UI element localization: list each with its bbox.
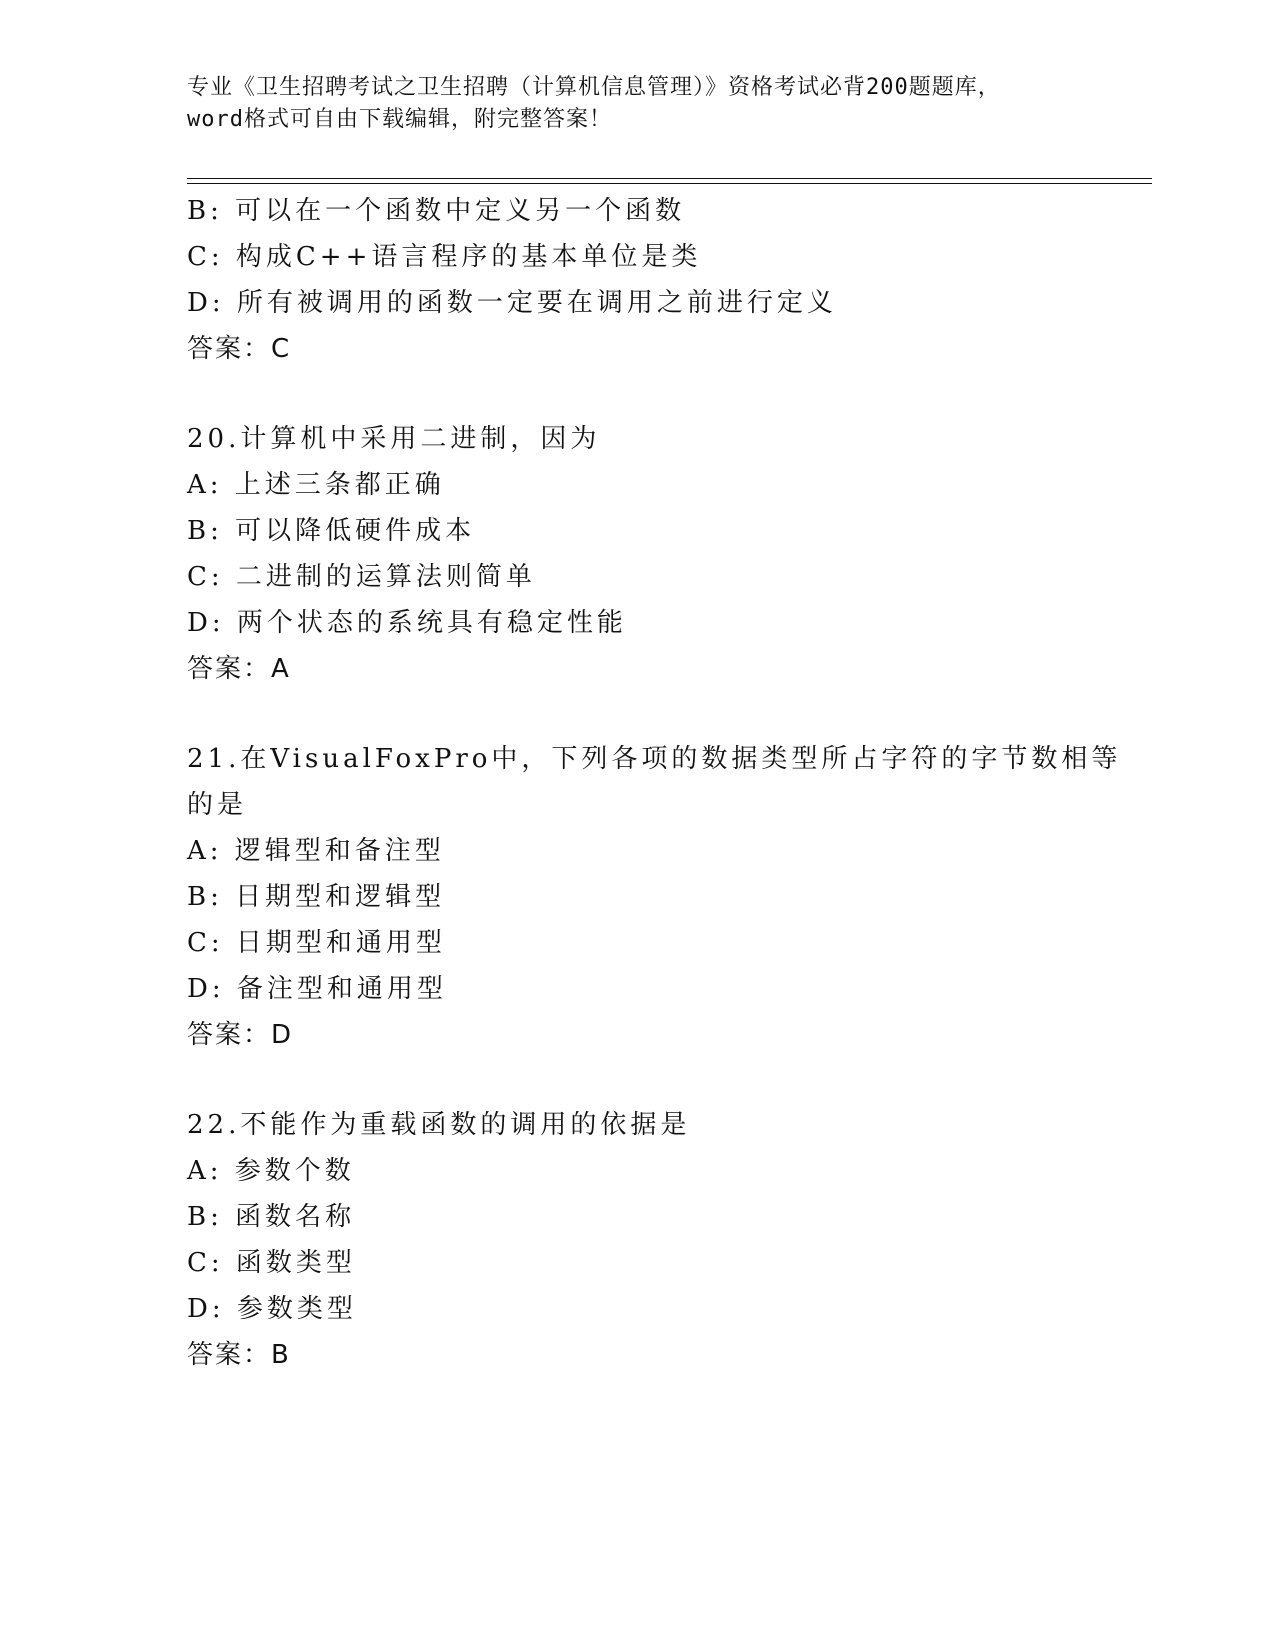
answer-line: 答案：C bbox=[187, 334, 292, 364]
spacer bbox=[187, 372, 1067, 416]
question-20 bbox=[187, 416, 1067, 692]
question-22 bbox=[187, 1102, 1067, 1378]
header-title-line-1: 专业《卫生招聘考试之卫生招聘（计算机信息管理）》资格考试必背200题题库， bbox=[187, 75, 1001, 100]
option-a: A: 逻辑型和备注型 bbox=[187, 836, 445, 866]
option-b: B: 日期型和逻辑型 bbox=[187, 882, 446, 912]
option-b: B: 函数名称 bbox=[187, 1202, 356, 1232]
document-header bbox=[187, 72, 1067, 136]
question-list bbox=[187, 188, 1122, 1378]
option-d: D: 备注型和通用型 bbox=[187, 974, 447, 1004]
answer-line: 答案：D bbox=[187, 1020, 294, 1050]
option-a: A: 上述三条都正确 bbox=[187, 470, 445, 500]
option-c: C: 二进制的运算法则简单 bbox=[187, 562, 536, 592]
header-title-line-2: word格式可自由下载编辑，附完整答案！ bbox=[187, 107, 612, 132]
answer-line: 答案：A bbox=[187, 654, 291, 684]
question-stem: 22.不能作为重载函数的调用的依据是 bbox=[187, 1110, 691, 1140]
spacer bbox=[187, 692, 1067, 736]
question-stem: 20.计算机中采用二进制，因为 bbox=[187, 424, 601, 454]
option-b: B: 可以在一个函数中定义另一个函数 bbox=[187, 196, 686, 226]
option-c: C: 构成C++语言程序的基本单位是类 bbox=[187, 242, 702, 272]
option-d: D: 所有被调用的函数一定要在调用之前进行定义 bbox=[187, 288, 837, 318]
header-divider-top bbox=[187, 178, 1152, 179]
option-b: B: 可以降低硬件成本 bbox=[187, 516, 476, 546]
option-a: A: 参数个数 bbox=[187, 1156, 355, 1186]
option-c: C: 日期型和通用型 bbox=[187, 928, 446, 958]
header-divider-bottom bbox=[187, 183, 1152, 184]
option-d: D: 两个状态的系统具有稳定性能 bbox=[187, 608, 627, 638]
option-c: C: 函数类型 bbox=[187, 1248, 356, 1278]
question-stem-line-1: 21.在VisualFoxPro中，下列各项的数据类型所占字符的字节数相等 bbox=[187, 744, 1122, 774]
question-19-continued bbox=[187, 188, 1067, 372]
question-stem-line-2: 的是 bbox=[187, 790, 248, 820]
spacer bbox=[187, 1058, 1067, 1102]
option-d: D: 参数类型 bbox=[187, 1294, 357, 1324]
answer-line: 答案：B bbox=[187, 1340, 291, 1370]
question-21 bbox=[187, 736, 1122, 1058]
